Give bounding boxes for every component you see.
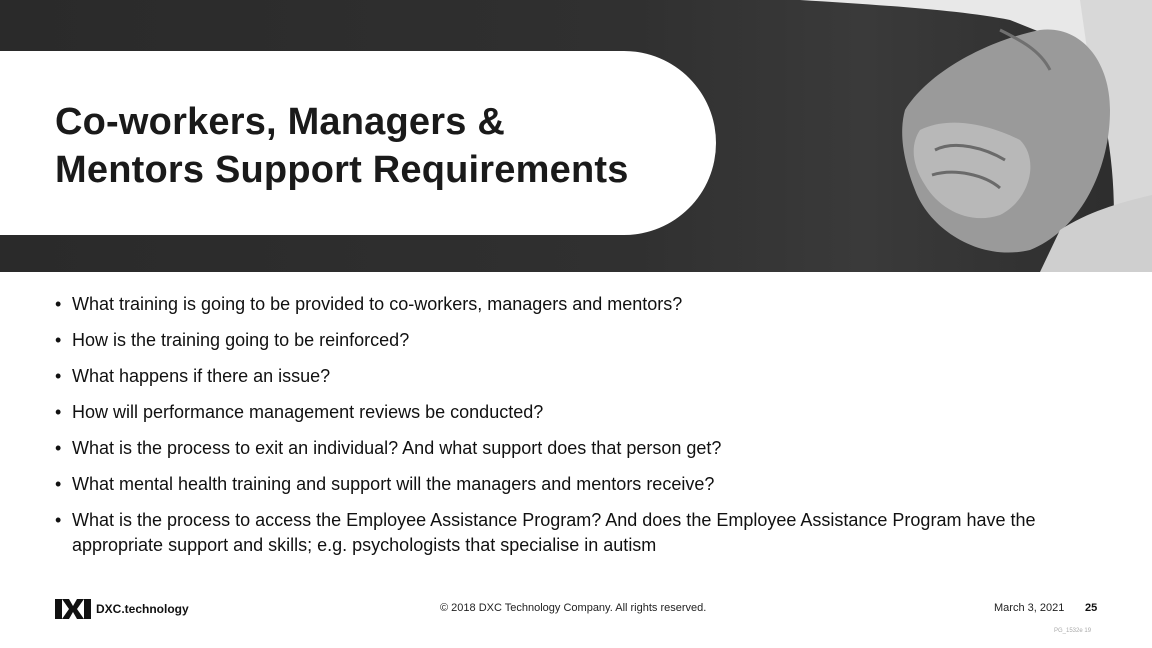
bullet-list <box>55 292 1095 569</box>
bullet-item: • What training is going to be provided to co-workers, managers and mentors? <box>55 292 1095 317</box>
copyright-text: © 2018 DXC Technology Company. All rights reserved. <box>440 602 707 614</box>
header-banner <box>0 0 1152 272</box>
dxc-logo-icon <box>55 597 91 621</box>
slide-title <box>55 98 629 194</box>
page-number: 25 <box>1085 602 1098 614</box>
title-line-2: Mentors Support Requirements <box>55 149 629 191</box>
document-code: PG_1532e 19 <box>1054 628 1092 634</box>
logo-text: DXC.technology <box>96 602 189 616</box>
title-line-1: Co-workers, Managers & <box>55 101 505 143</box>
dxc-logo <box>55 597 189 621</box>
bullet-item: • What happens if there an issue? <box>55 364 1095 389</box>
bullet-item: • What is the process to access the Employee Assistance Program? And does the Employee Assistance Program have the appropriate support and skills; e.g. psychologists that specialise in autism <box>55 508 1095 558</box>
bullet-item: • How will performance management reviews be conducted? <box>55 400 1095 425</box>
slide-date: March 3, 2021 <box>994 602 1065 614</box>
bullet-item: • What mental health training and support will the managers and mentors receive? <box>55 472 1095 497</box>
bullet-item: • How is the training going to be reinforced? <box>55 328 1095 353</box>
bullet-item: • What is the process to exit an individual? And what support does that person get? <box>55 436 1095 461</box>
